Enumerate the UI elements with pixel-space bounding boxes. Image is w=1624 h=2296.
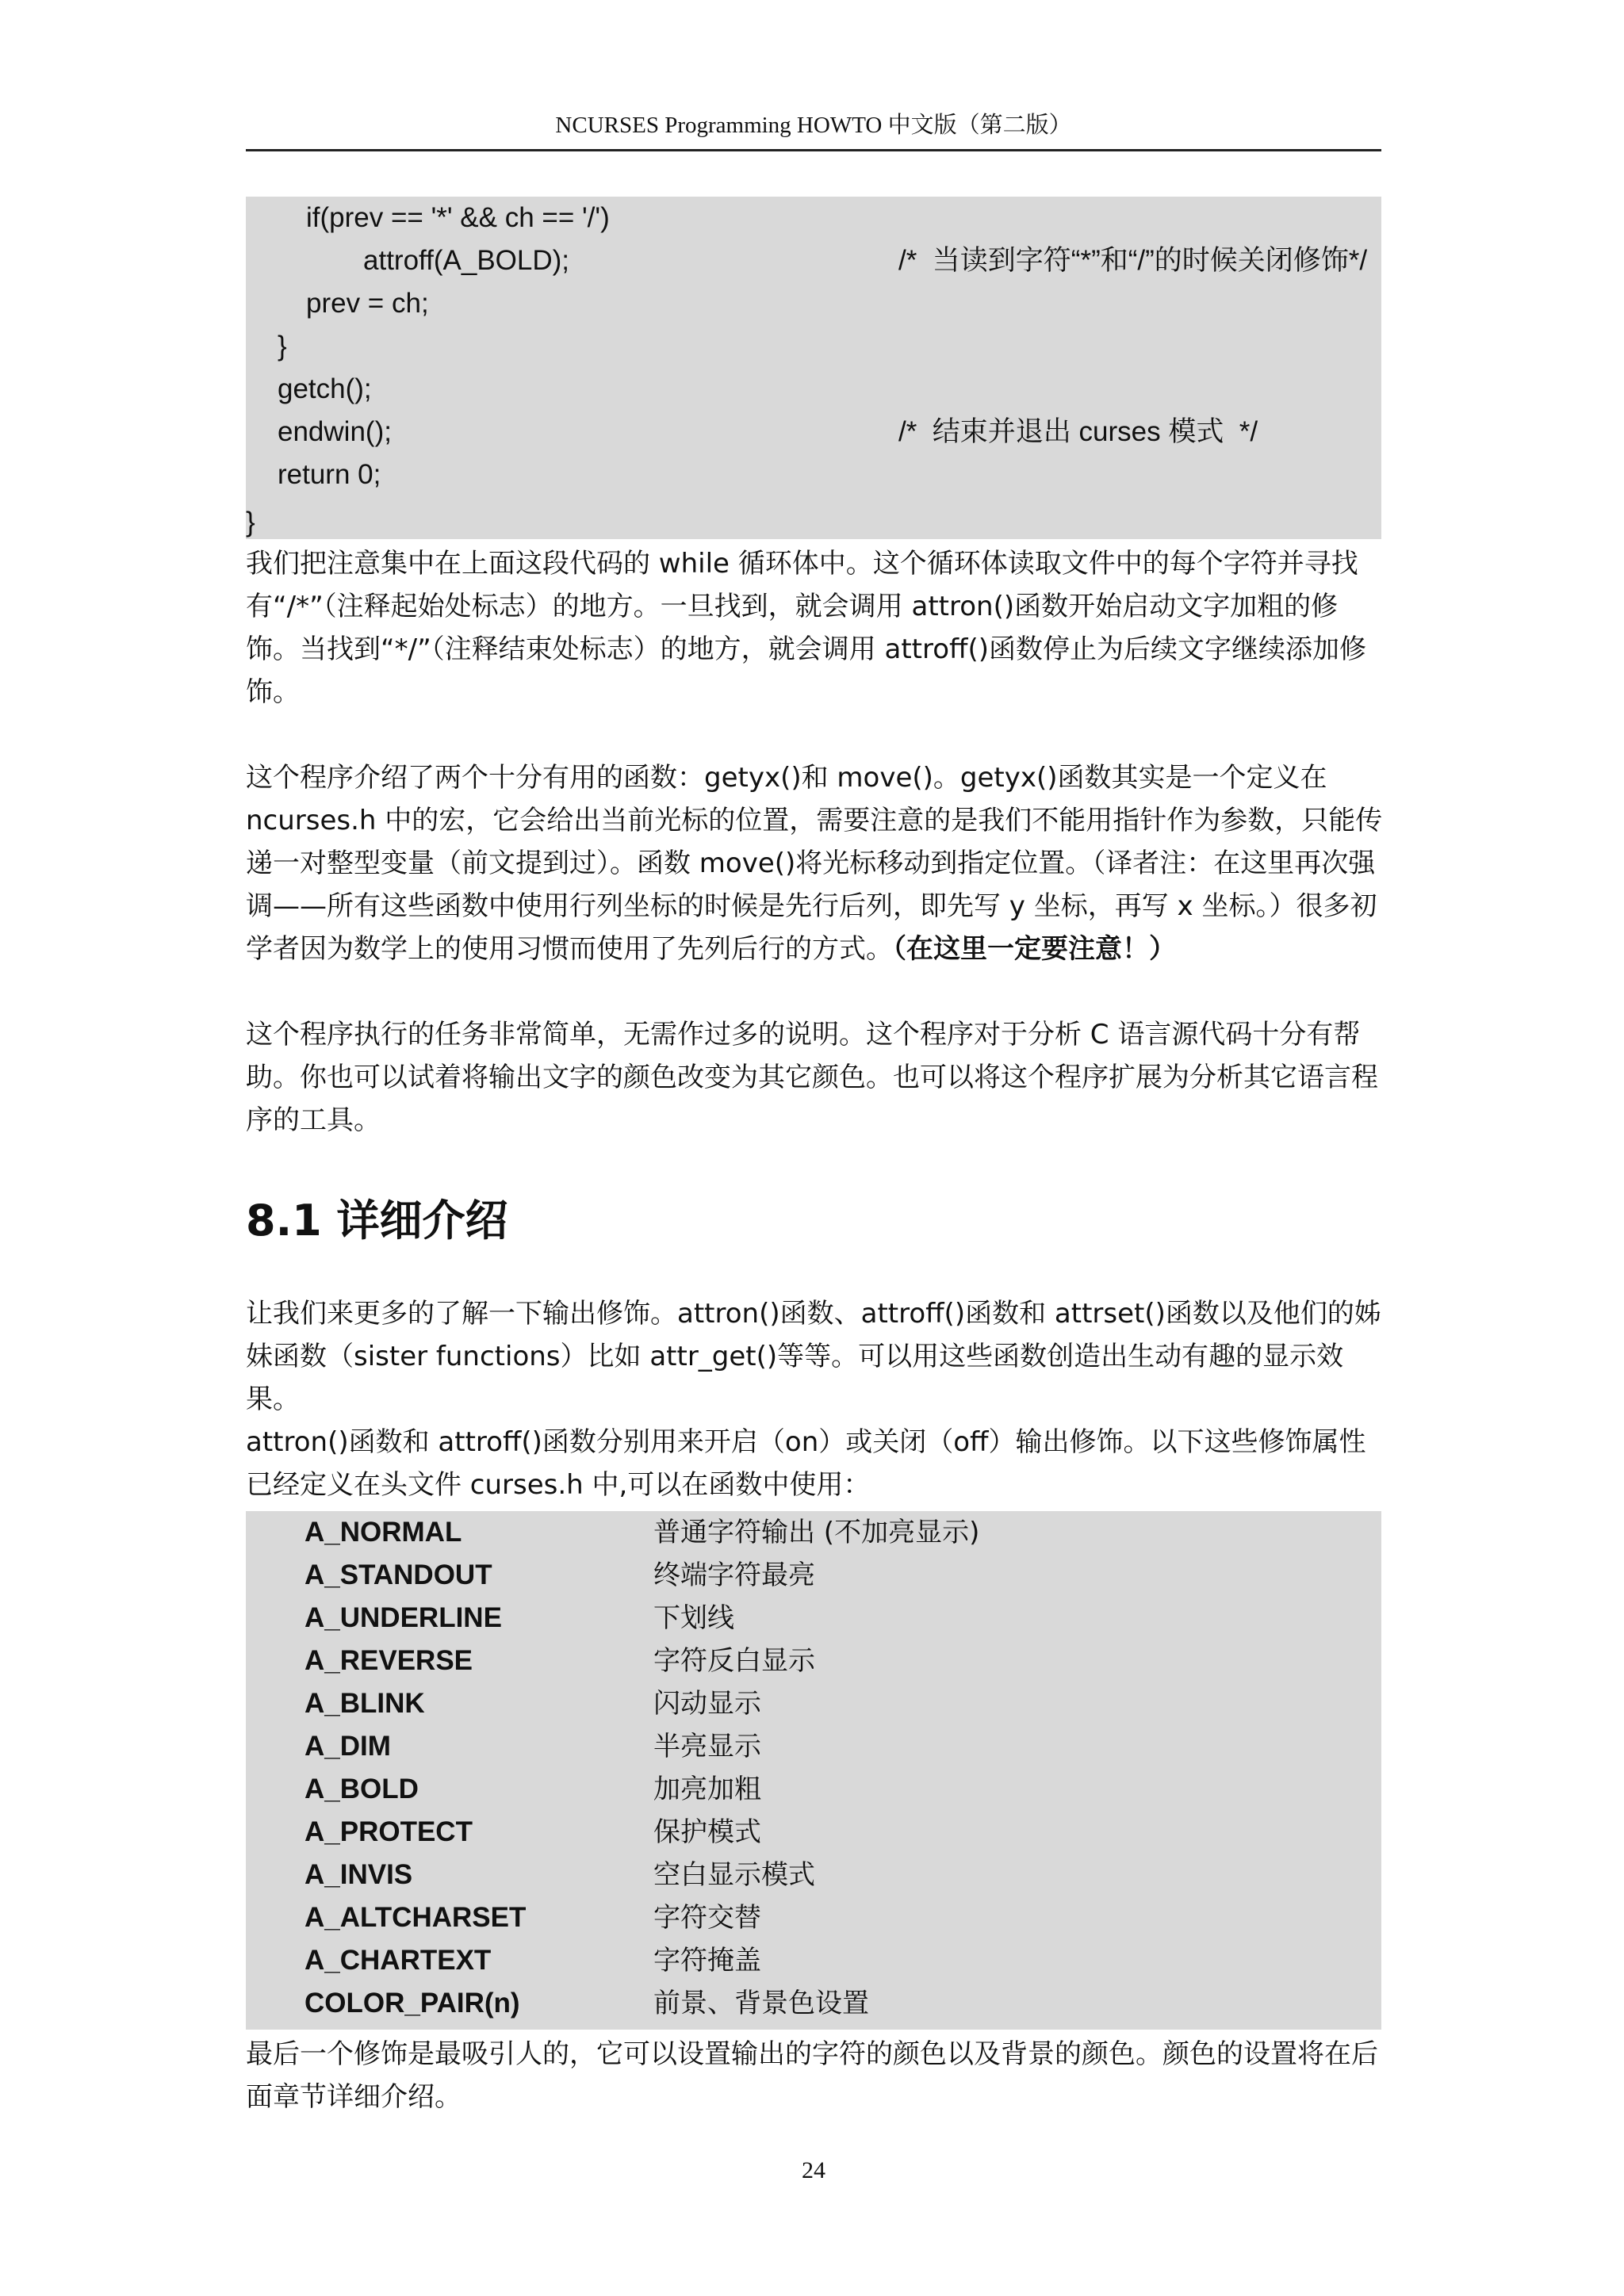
code-line: return 0; (278, 459, 381, 490)
attribute-row (246, 1811, 1381, 1854)
code-line: attroff(A_BOLD); (363, 245, 570, 276)
code-block (246, 197, 1381, 539)
attribute-name: A_REVERSE (304, 1645, 473, 1676)
attribute-name: A_BOLD (304, 1774, 419, 1804)
paragraph-body: 这个程序介绍了两个十分有用的函数：getyx()和 move()。getyx()函数其实是一个定义在 ncurses.h 中的宏，它会给出当前光标的位置，需要注意的是我们不能用指针作为参数，只能传递一对整型变量（前文提到过）。函数 move()将光标移动到指定位置。（译者注：在这里再次强调——所有这些函数中使用行列坐标的时候是先行后列，即先写 y 坐标，再写 x 坐标。）很多初学者因为数学上的使用习惯而使用了先列后行的方式。 (246, 762, 1383, 965)
code-line: } (278, 331, 287, 362)
attribute-desc: 终端字符最亮 (653, 1559, 815, 1591)
code-closing-brace: } (246, 507, 255, 538)
paragraph-color-pair (246, 2033, 1388, 2118)
attribute-name: A_UNDERLINE (304, 1602, 502, 1633)
page-header: NCURSES Programming HOWTO 中文版（第二版） (555, 113, 1072, 138)
paragraph-intro-attributes (246, 1292, 1388, 1506)
attribute-desc: 普通字符输出 (不加亮显示) (653, 1517, 980, 1548)
attribute-table (246, 1511, 1381, 2030)
attribute-row (246, 1854, 1381, 1896)
attribute-name: A_DIM (304, 1731, 391, 1762)
attribute-desc: 半亮显示 (653, 1731, 761, 1762)
paragraph-while-loop (246, 542, 1388, 714)
attribute-desc: 字符反白显示 (653, 1645, 815, 1677)
code-line: endwin(); (278, 416, 392, 447)
attribute-desc: 闪动显示 (653, 1688, 761, 1720)
attribute-name: A_ALTCHARSET (304, 1902, 527, 1933)
attribute-desc: 保护模式 (653, 1816, 761, 1848)
code-comment: /* 结束并退出 curses 模式 */ (898, 416, 1258, 447)
attribute-desc: 加亮加粗 (653, 1774, 761, 1805)
attribute-name: A_NORMAL (304, 1517, 462, 1548)
attribute-row (246, 1939, 1381, 1982)
attribute-desc: 空白显示模式 (653, 1859, 815, 1891)
attribute-row (246, 1511, 1381, 1554)
paragraph-text: 我们把注意集中在上面这段代码的 while 循环体中。这个循环体读取文件中的每个字符并寻找有“/*”（注释起始处标志）的地方。一旦找到，就会调用 attron()函数开始启动文字加粗的修饰。当找到“*/”（注释结束处标志）的地方，就会调用 attroff()函数停止为后续文字继续添加修饰。 (246, 548, 1366, 708)
attribute-desc: 前景、背景色设置 (653, 1988, 869, 2019)
paragraph-summary (246, 1013, 1388, 1142)
paragraph-text: 让我们来更多的了解一下输出修饰。attron()函数、attroff()函数和 attrset()函数以及他们的姊妹函数（sister functions）比如 attr_get()等等。可以用这些函数创造出生动有趣的显示效果。 (246, 1298, 1381, 1415)
code-line: getch(); (278, 373, 372, 404)
paragraph-text (246, 756, 1388, 970)
attribute-row (246, 1768, 1381, 1811)
attribute-row (246, 1725, 1381, 1768)
emphasis-note: （在这里一定要注意！） (893, 933, 1176, 965)
attribute-desc: 字符掩盖 (653, 1945, 761, 1976)
paragraph-getyx-move (246, 756, 1388, 970)
attribute-row (246, 1640, 1381, 1682)
attribute-row (246, 1597, 1381, 1640)
attribute-name: A_STANDOUT (304, 1559, 492, 1590)
header-rule (246, 149, 1381, 151)
attribute-row (246, 1982, 1381, 2025)
attribute-name: A_INVIS (304, 1859, 413, 1890)
section-title: 8.1 详细介绍 (246, 1196, 508, 1246)
attribute-name: A_CHARTEXT (304, 1945, 492, 1976)
paragraph-text: 这个程序执行的任务非常简单，无需作过多的说明。这个程序对于分析 C 语言源代码十分有帮助。你也可以试着将输出文字的颜色改变为其它颜色。也可以将这个程序扩展为分析其它语言程序的工具。 (246, 1019, 1378, 1136)
attribute-row (246, 1682, 1381, 1725)
attribute-row (246, 1896, 1381, 1939)
attribute-name: A_BLINK (304, 1688, 425, 1719)
code-line: prev = ch; (306, 288, 429, 319)
attribute-desc: 下划线 (653, 1602, 734, 1634)
code-line: if(prev == '*' && ch == '/') (306, 202, 610, 233)
attribute-name: COLOR_PAIR(n) (304, 1988, 520, 2019)
attribute-desc: 字符交替 (653, 1902, 761, 1934)
attribute-row (246, 1554, 1381, 1597)
paragraph-text: attron()函数和 attroff()函数分别用来开启（on）或关闭（off）输出修饰。以下这些修饰属性已经定义在头文件 curses.h 中,可以在函数中使用： (246, 1426, 1366, 1501)
code-comment: /* 当读到字符“*”和“/”的时候关闭修饰*/ (898, 245, 1368, 276)
attribute-name: A_PROTECT (304, 1816, 473, 1847)
page-number: 24 (802, 2157, 825, 2183)
paragraph-text: 最后一个修饰是最吸引人的，它可以设置输出的字符的颜色以及背景的颜色。颜色的设置将在后面章节详细介绍。 (246, 2038, 1378, 2113)
